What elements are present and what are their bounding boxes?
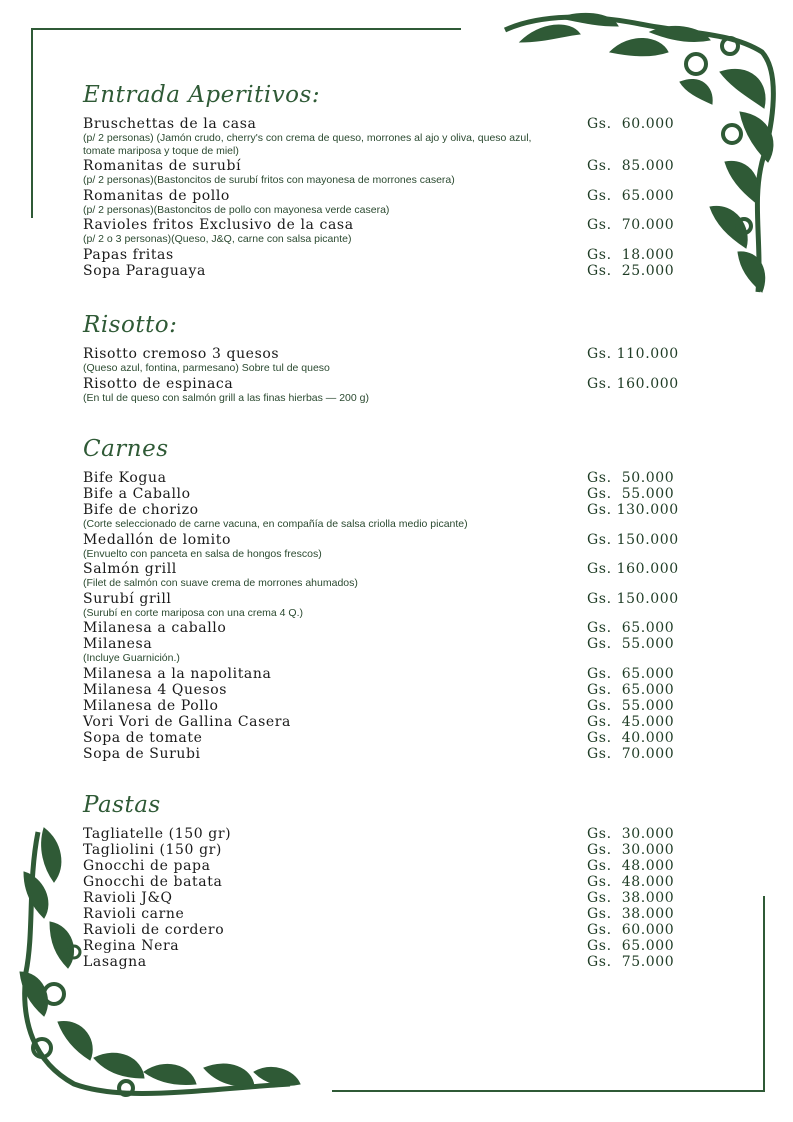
menu-item-row [83,730,683,746]
menu-item-name: Bife Kogua [83,470,167,486]
menu-section-carnes [83,434,683,762]
menu-item-row [83,620,683,636]
menu-item-name: Romanitas de pollo [83,187,230,204]
menu-item-row [83,591,683,607]
menu-section-risotto [83,310,683,405]
menu-item-name: Ravioli J&Q [83,890,173,906]
menu-item-name: Sopa de Surubi [83,745,201,762]
menu-item-name: Risotto cremoso 3 quesos [83,346,280,362]
menu-item-price: Gs. 48.000 [587,858,675,874]
menu-item-name: Lasagna [83,954,147,970]
menu-item-price: Gs. 55.000 [587,697,675,714]
menu-item-row [83,561,683,577]
menu-item [83,826,683,842]
menu-item [83,470,683,486]
menu-item [83,666,683,682]
menu-item-name: Gnocchi de papa [83,858,211,874]
menu-item-name: Tagliatelle (150 gr) [83,826,232,842]
menu-item [83,938,683,954]
menu-item-description: (Incluye Guarnición.) [83,652,180,664]
menu-item-row [83,188,683,204]
menu-item [83,842,683,858]
frame-line-bottom [332,1090,764,1092]
frame-line-top [31,28,461,30]
menu-section-pastas [83,790,683,970]
menu-item-name: Salmón grill [83,561,177,577]
menu-item-description: (Queso azul, fontina, parmesano) Sobre tul de queso [83,362,330,374]
menu-item-name: Milanesa a caballo [83,620,227,636]
section-title: Pastas [83,792,161,818]
item-list [83,826,683,970]
menu-item-description: (Surubí en corte mariposa con una crema 4 Q.) [83,606,304,619]
item-list [83,346,683,404]
menu-item [83,730,683,746]
menu-item-row [83,922,683,938]
menu-item-price: Gs. 60.000 [587,116,675,132]
menu-item [83,217,683,246]
menu-item-price: Gs. 30.000 [587,842,675,858]
menu-item-row [83,346,683,362]
menu-item-name: Regina Nera [83,938,180,954]
menu-item [83,698,683,714]
menu-item-name: Bife a Caballo [83,486,191,502]
menu-item-price: Gs. 75.000 [587,954,675,970]
menu-item-name: Romanitas de surubí [83,158,242,174]
menu-item-row [83,376,683,392]
menu-item-row [83,746,683,762]
menu-item-description: (p/ 2 o 3 personas)(Queso, J&Q, carne con salsa picante) [83,233,352,245]
menu-item-name: Milanesa de Pollo [83,697,219,714]
menu-item-price: Gs. 38.000 [587,890,675,906]
menu-item-price: Gs. 65.000 [587,665,675,682]
menu-item [83,746,683,762]
section-title: Risotto: [83,312,178,338]
menu-item-name: Surubí grill [83,590,172,607]
menu-item-name: Ravioles fritos Exclusivo de la casa [83,217,354,233]
menu-item [83,532,683,561]
menu-item-price: Gs. 60.000 [587,922,675,938]
menu-item [83,682,683,698]
menu-item-price: Gs. 40.000 [587,729,675,746]
menu-item-price: Gs. 48.000 [587,874,675,890]
menu-item [83,874,683,890]
menu-item-description: (p/ 2 personas) (Jamón crudo, cherry's con crema de queso, morrones al ajo y oliva, queso azul, tomate mariposa y toque de miel) [83,132,532,157]
menu-item-name: Gnocchi de batata [83,874,223,890]
menu-item-price: Gs. 65.000 [587,187,675,204]
menu-item [83,620,683,636]
menu-item-name: Vori Vori de Gallina Casera [83,713,291,730]
menu-item-name: Sopa Paraguaya [83,262,206,279]
item-list [83,470,683,762]
menu-item-price: Gs. 55.000 [587,486,675,502]
menu-item-name: Milanesa 4 Quesos [83,681,228,698]
menu-item [83,486,683,502]
menu-item-row [83,826,683,842]
menu-item-price: Gs. 110.000 [587,346,679,362]
menu-item [83,263,683,279]
menu-item-name: Bruschettas de la casa [83,116,257,132]
menu-item-row [83,532,683,548]
frame-line-left [31,28,33,218]
menu-item-name: Risotto de espinaca [83,375,234,392]
menu-item-name: Tagliolini (150 gr) [83,842,222,858]
menu-item-row [83,874,683,890]
menu-item [83,376,683,405]
menu-item [83,858,683,874]
menu-item [83,561,683,590]
menu-item-row [83,263,683,279]
menu-item-price: Gs. 25.000 [587,262,675,279]
menu-item-price: Gs. 160.000 [587,375,679,392]
menu-item-name: Ravioli carne [83,906,185,922]
menu-item-row [83,858,683,874]
menu-item-price: Gs. 150.000 [587,590,679,607]
menu-item-price: Gs. 85.000 [587,158,675,174]
menu-item-row [83,906,683,922]
menu-item-row [83,158,683,174]
menu-item-price: Gs. 130.000 [587,502,679,518]
menu-item-row [83,698,683,714]
menu-item [83,714,683,730]
menu-item-price: Gs. 55.000 [587,636,675,652]
menu-item [83,954,683,970]
menu-item-price: Gs. 70.000 [587,217,675,233]
menu-item-row [83,486,683,502]
menu-item-price: Gs. 45.000 [587,713,675,730]
menu-item [83,247,683,263]
menu-item-name: Bife de chorizo [83,502,199,518]
menu-item-description: (Envuelto con panceta en salsa de hongos frescos) [83,547,322,560]
menu-item-row [83,470,683,486]
menu-item-row [83,714,683,730]
menu-item-price: Gs. 160.000 [587,561,679,577]
menu-item-name: Ravioli de cordero [83,922,225,938]
menu-item-description: (Corte seleccionado de carne vacuna, en compañía de salsa criolla medio picante) [83,518,468,530]
menu-item-row [83,217,683,233]
menu-item-row [83,954,683,970]
frame-line-right [763,896,765,1092]
menu-item-price: Gs. 38.000 [587,906,675,922]
menu-item-description: (p/ 2 personas)(Bastoncitos de surubí fritos con mayonesa de morrones casera) [83,174,455,186]
menu-section-entradas [83,80,683,279]
menu-item-row [83,247,683,263]
menu-item-description: (En tul de queso con salmón grill a las finas hierbas — 200 g) [83,391,369,404]
menu-item-price: Gs. 65.000 [587,681,675,698]
menu-item [83,346,683,375]
menu-item-price: Gs. 70.000 [587,745,675,762]
menu-item-price: Gs. 150.000 [587,531,679,548]
menu-item-row [83,682,683,698]
menu-item [83,502,683,531]
menu-item [83,188,683,217]
menu-item-name: Sopa de tomate [83,729,203,746]
menu-item-row [83,502,683,518]
menu-item [83,116,683,157]
menu-item-row [83,938,683,954]
menu-item-price: Gs. 50.000 [587,470,675,486]
menu-item-description: (p/ 2 personas)(Bastoncitos de pollo con mayonesa verde casera) [83,203,390,216]
menu-item-description: (Filet de salmón con suave crema de morrones ahumados) [83,577,358,589]
menu-item [83,906,683,922]
menu-item [83,890,683,906]
menu-item-row [83,842,683,858]
menu-item-name: Milanesa a la napolitana [83,665,272,682]
menu-item-row [83,636,683,652]
menu-item-price: Gs. 65.000 [587,620,675,636]
menu-item-row [83,666,683,682]
menu-item-name: Papas fritas [83,246,174,263]
item-list [83,116,683,279]
menu-item-price: Gs. 18.000 [587,246,675,263]
menu-item-price: Gs. 65.000 [587,938,675,954]
menu-item-name: Milanesa [83,636,153,652]
menu-item [83,158,683,187]
section-title: Entrada Aperitivos: [83,82,321,108]
menu-item-name: Medallón de lomito [83,531,231,548]
menu-item [83,922,683,938]
menu-item [83,636,683,665]
section-title: Carnes [83,436,169,462]
menu-item [83,591,683,620]
menu-item-price: Gs. 30.000 [587,826,675,842]
menu-item-row [83,890,683,906]
menu-item-row [83,116,683,132]
